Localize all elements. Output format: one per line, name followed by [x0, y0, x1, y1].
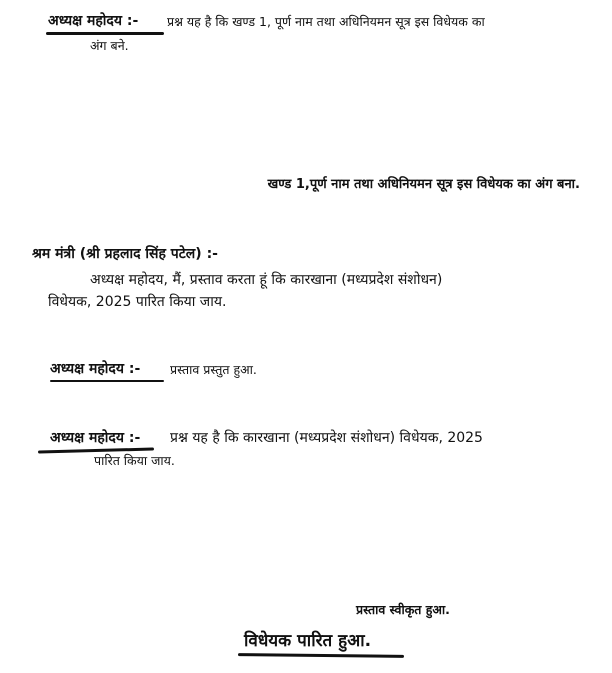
speaker-underline-1 [46, 32, 164, 35]
question-text-1: प्रश्न यह है कि खण्ड 1, पूर्ण नाम तथा अधिनियमन सूत्र इस विधेयक का [167, 14, 485, 29]
speaker-label-1: अध्यक्ष महोदय :- [48, 13, 139, 29]
motion-moved-text: प्रस्ताव प्रस्तुत हुआ. [170, 362, 257, 377]
minister-motion-line-1: अध्यक्ष महोदय, मैं, प्रस्ताव करता हूं कि कारखाना (मध्यप्रदेश संशोधन) [90, 272, 443, 288]
question-text-2: प्रश्न यह है कि कारखाना (मध्यप्रदेश संशोधन) विधेयक, 2025 [170, 430, 483, 446]
minister-motion-text [48, 269, 584, 313]
speaker-underline-2 [50, 380, 164, 382]
minister-label: श्रम मंत्री (श्री प्रहलाद सिंह पटेल) :- [32, 246, 218, 262]
speaker-label-2: अध्यक्ष महोदय :- [50, 361, 141, 377]
bill-passed-underline [238, 653, 404, 658]
question-text-2-cont: पारित किया जाय. [94, 453, 175, 468]
bill-passed-text: विधेयक पारित हुआ. [244, 631, 372, 651]
speaker-label-3: अध्यक्ष महोदय :- [50, 430, 141, 446]
motion-accepted-text: प्रस्ताव स्वीकृत हुआ. [356, 602, 450, 617]
question-text-1-cont: अंग बने. [90, 38, 129, 53]
minister-motion-line-2: विधेयक, 2025 पारित किया जाय. [48, 294, 227, 310]
clause-adopted-text: खण्ड 1,पूर्ण नाम तथा अधिनियमन सूत्र इस विधेयक का अंग बना. [267, 177, 580, 192]
